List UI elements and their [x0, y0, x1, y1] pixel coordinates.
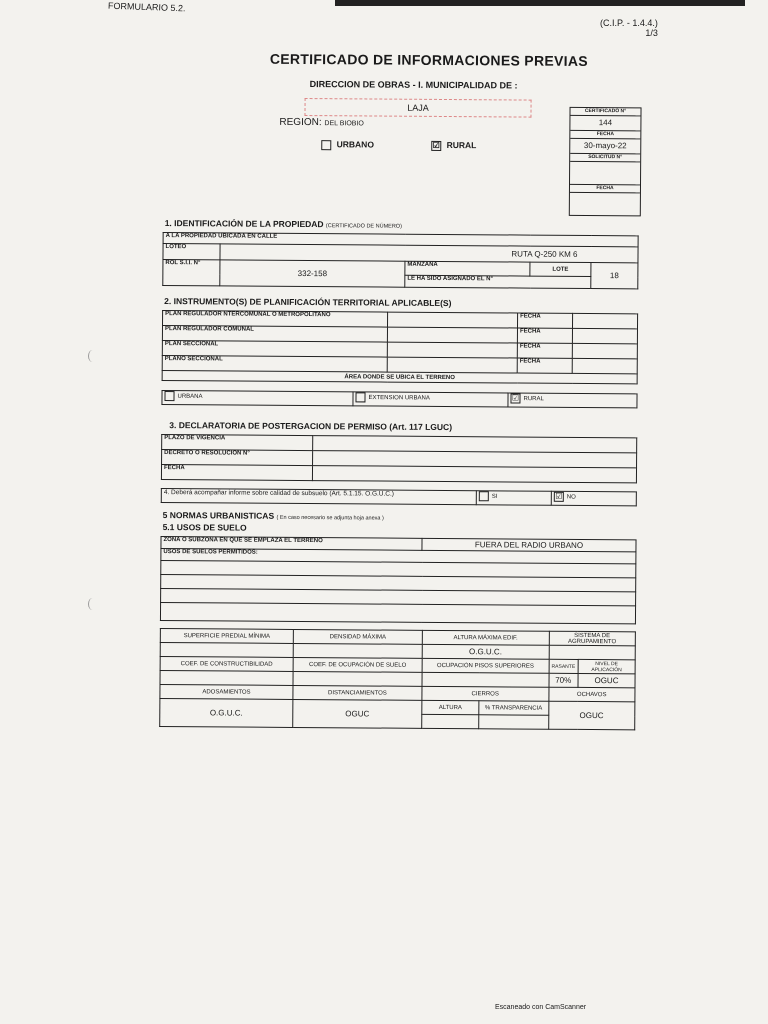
- certificate-sheet: [155, 40, 650, 763]
- si-option[interactable]: SI: [476, 491, 551, 506]
- property-table: A LA PROPIEDAD UBICADA EN CALLE LOTEO RUTA Q-250 KM 6 ROL S.I.I. N° 332-158 MANZANA LOTE 18 LE HA SIDO ASIGNADO EL N°: [162, 232, 638, 289]
- section-2-title: 2. INSTRUMENTO(S) DE PLANIFICACIÓN TERRITORIAL APLICABLE(S): [164, 296, 452, 309]
- urbana-checkbox[interactable]: [164, 391, 174, 401]
- land-use-table: ZONA O SUBZONA EN QUE SE EMPLAZA EL TERRENO FUERA DEL RADIO URBANO USOS DE SUELOS PERMITIDOS:: [160, 536, 637, 624]
- adosamientos-value[interactable]: O.G.U.C.: [160, 699, 293, 728]
- scanner-watermark: Escaneado con CamScanner: [495, 1004, 587, 1011]
- distanciamientos-value[interactable]: OGUC: [293, 699, 422, 728]
- postponement-table: PLAZO DE VIGENCIA DECRETO O RESOLUCION N° FECHA: [161, 434, 637, 483]
- extension-checkbox[interactable]: [355, 392, 365, 402]
- area-table: [161, 390, 637, 408]
- section-1-title: 1. IDENTIFICACIÓN DE LA PROPIEDAD (CERTIFICADO DE NÚMERO): [164, 218, 402, 230]
- lote-value[interactable]: 18: [591, 263, 638, 289]
- rural-area-checkbox[interactable]: ☑: [511, 393, 520, 403]
- rural-checkbox[interactable]: ☑: [432, 140, 440, 150]
- urbano-option[interactable]: URBANO: [321, 139, 374, 150]
- ochavos-value[interactable]: OGUC: [548, 701, 635, 730]
- solicitud-date[interactable]: [570, 193, 640, 215]
- urbano-checkbox[interactable]: [321, 140, 331, 150]
- subtitle: DIRECCION DE OBRAS - I. MUNICIPALIDAD DE :: [309, 79, 518, 91]
- section-5-title: 5 NORMAS URBANISTICAS ( En caso necesario se adjunta hoja anexa ): [162, 510, 384, 522]
- no-option[interactable]: ☑ NO: [551, 491, 636, 506]
- rural-option[interactable]: ☑ RURAL: [432, 140, 477, 151]
- page-title: CERTIFICADO DE INFORMACIONES PREVIAS: [269, 50, 588, 69]
- altura-value[interactable]: O.G.U.C.: [422, 644, 549, 659]
- region: REGION: DEL BIOBIO: [279, 116, 364, 129]
- calle-value[interactable]: RUTA Q-250 KM 6: [220, 244, 638, 263]
- section-5-1-title: 5.1 USOS DE SUELO: [162, 522, 247, 533]
- extension-option[interactable]: EXTENSION URBANA: [353, 392, 508, 407]
- nivel-value[interactable]: OGUC: [578, 673, 635, 687]
- urban-norms-table: SUPERFICIE PREDIAL MÍNIMA DENSIDAD MÁXIMA ALTURA MÁXIMA EDIF. SISTEMA DE AGRUPAMIENTO O.G.U.C. COEF. DE CONSTRUCTIBILIDAD COEF. DE OCUPACIÓN DE SUELO OCUPACIÓN PISOS SUPERIORES RASANTE NIVEL DE APLICACIÓN 70% OGUC ADOSAMIENTOS DISTANCIAMIENTOS CIERROS OCHAVOS O.G.U.C. OGUC ALTURA % TRANSPARENCIA OGUC: [159, 628, 636, 730]
- subsoil-table: 4. Deberá acompañar informe sobre calidad de subsuelo (Art. 5.1.15. O.G.U.C.) SI ☑ NO: [161, 488, 637, 506]
- certificate-number[interactable]: 144: [570, 116, 640, 131]
- urbana-option[interactable]: URBANA: [162, 391, 353, 406]
- municipality-field[interactable]: LAJA: [304, 98, 531, 118]
- scan-top-edge: [335, 0, 745, 6]
- planning-table: PLAN REGULADOR NTERCOMUNAL O METROPOLITANO FECHA PLAN REGULADOR COMUNAL FECHA PLAN SECCIONAL FECHA PLANO SECCIONAL FECHA ÁREA DONDE SE UBICA EL TERRENO: [162, 310, 638, 384]
- section-3-title: 3. DECLARATORIA DE POSTERGACION DE PERMISO (Art. 117 LGUC): [169, 420, 453, 433]
- form-label: FORMULARIO 5.2.: [107, 0, 186, 14]
- zona-value[interactable]: FUERA DEL RADIO URBANO: [422, 538, 636, 551]
- si-checkbox[interactable]: [479, 491, 489, 501]
- cip-code: (C.I.P. - 1.4.4.) 1/3: [600, 18, 658, 38]
- hole-punch-mark: [88, 350, 97, 362]
- hole-punch-mark: [88, 598, 97, 610]
- solicitud-number[interactable]: [570, 162, 640, 185]
- region-value: DEL BIOBIO: [324, 120, 364, 128]
- rasante-value[interactable]: 70%: [549, 673, 579, 687]
- no-checkbox[interactable]: ☑: [555, 491, 563, 501]
- rural-area-option[interactable]: ☑ RURAL: [508, 393, 637, 408]
- rol-value[interactable]: 332-158: [220, 260, 405, 287]
- certificate-date[interactable]: 30-mayo-22: [570, 139, 640, 154]
- certificate-box: CERTIFICADO N° 144 FECHA 30-mayo-22 SOLICITUD N° FECHA: [569, 107, 642, 216]
